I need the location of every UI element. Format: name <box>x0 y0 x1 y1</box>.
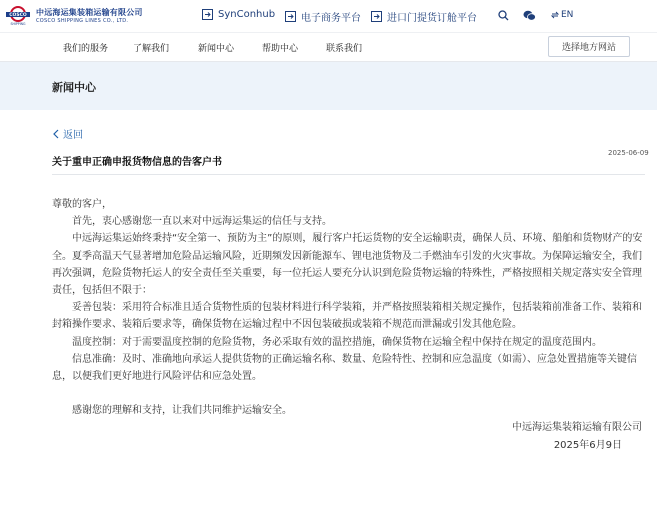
ecommerce-platform-link[interactable]: 电子商务平台 <box>285 9 361 24</box>
select-region-button[interactable]: 选择地方网站 <box>548 36 630 57</box>
brand-logo[interactable] <box>4 5 144 27</box>
brand-name-cn: 中远海运集装箱运输有限公司 <box>36 8 143 17</box>
top-utility-bar <box>0 0 657 33</box>
nav-item-contact[interactable]: 联系我们 <box>326 44 363 54</box>
external-link-icon <box>371 11 382 22</box>
paragraph-packaging: 妥善包装：采用符合标准且适合货物性质的包装材料进行科学装箱，并严格按照装箱相关规定操作，包括装箱前准备工作、装箱和封箱操作要求、装箱后要求等，确保货物在运输过程中不因包装破损或装箱不规范而泄漏或引发其他危险。 <box>52 302 642 331</box>
paragraph-temperature: 温度控制：对于需要温度控制的危险货物，务必采取有效的温控措施，确保货物在运输全程中保持在规定的温度范围内。 <box>72 336 602 348</box>
paragraph-thanks: 首先，衷心感谢您一直以来对中远海运集运的信任与支持。 <box>72 216 332 228</box>
nav-item-services[interactable]: 我们的服务 <box>63 44 109 54</box>
language-switch[interactable]: EN <box>551 10 573 20</box>
svg-text:SHIPPING: SHIPPING <box>10 22 26 26</box>
synconhub-link[interactable]: SynConhub <box>202 9 275 20</box>
page-title: 新闻中心 <box>52 81 96 94</box>
signature-date: 2025年6月9日 <box>553 439 622 451</box>
main-nav <box>0 33 657 62</box>
back-link[interactable]: 返回 <box>52 126 83 141</box>
chevron-left-icon <box>52 129 59 139</box>
article-body <box>52 196 648 454</box>
article-date: 2025-06-09 <box>608 149 649 157</box>
paragraph-principle: 中远海运集运始终秉持“安全第一、预防为主”的原则，履行客户托运货物的安全运输职责，确保人员、环境、船舶和货物财产的安全。夏季高温天气显著增加危险品运输风险，近期频发因新能源车、锂电池货物及二手燃油车引发的火灾事故。为保障运输安全，我们再次强调，危险货物托运人的安全责任至关重要，每一位托运人要充分认识到危险货物运输的特殊性，严格按照相关规定落实安全管理责任，包括但不限于： <box>52 233 643 297</box>
nav-item-news[interactable]: 新闻中心 <box>198 44 235 54</box>
external-link-icon <box>285 11 296 22</box>
closing-text: 感谢您的理解和支持，让我们共同维护运输安全。 <box>72 405 292 417</box>
nav-item-help[interactable]: 帮助中心 <box>262 44 299 54</box>
signature-company: 中远海运集装箱运输有限公司 <box>512 422 642 434</box>
search-icon[interactable] <box>498 10 509 21</box>
external-link-icon <box>202 9 213 20</box>
import-booking-platform-link[interactable]: 进口门提货订舱平台 <box>371 9 477 24</box>
salutation: 尊敬的客户， <box>52 199 112 210</box>
article-title: 关于重申正确申报货物信息的告客户书 <box>52 157 222 168</box>
nav-item-about[interactable]: 了解我们 <box>133 44 170 54</box>
language-toggle-icon <box>551 11 559 19</box>
brand-name-en: COSCO SHIPPING LINES CO., LTD. <box>36 18 129 24</box>
paragraph-information: 信息准确：及时、准确地向承运人提供货物的正确运输名称、数量、危险特性、控制和应急温度（如需）、应急处置措施等关键信息，以便我们更好地进行风险评估和应急处置。 <box>52 353 637 383</box>
svg-text:COSCO: COSCO <box>9 13 27 19</box>
wechat-icon[interactable] <box>523 10 536 21</box>
cosco-logo-icon <box>4 5 32 27</box>
page-banner <box>0 62 657 110</box>
title-divider <box>52 174 645 175</box>
